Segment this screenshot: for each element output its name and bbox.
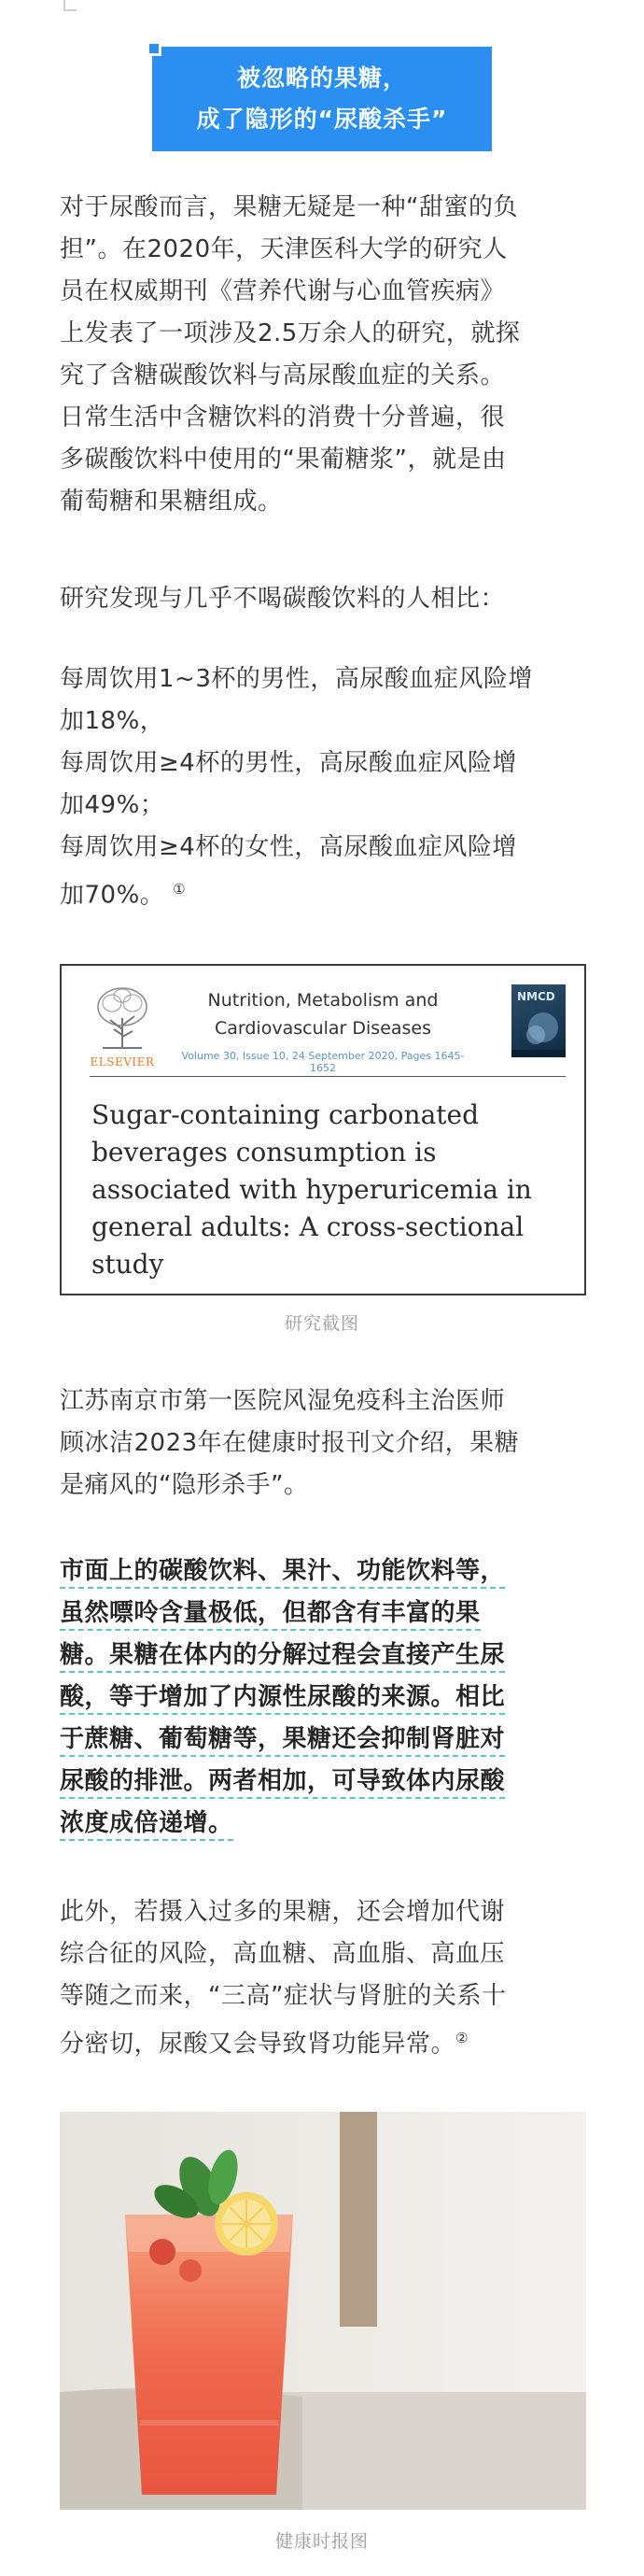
- section-heading: [152, 47, 492, 151]
- intro-line: 究了含糖碳酸饮料与高尿酸血症的关系。: [60, 361, 506, 389]
- header-divider: [90, 1076, 566, 1077]
- intro-line: 日常生活中含糖饮料的消费十分普遍，很: [60, 403, 506, 432]
- highlight-line: 市面上的碳酸饮料、果汁、功能饮料等，: [60, 1550, 588, 1592]
- intro-line: 担”。在2020年，天津医科大学的研究人: [60, 235, 508, 263]
- finding-lead: 研究发现与几乎不喝碳酸饮料的人相比：: [60, 585, 506, 613]
- iced-fruit-drink-image: [60, 2112, 586, 2510]
- elsevier-wordmark: ELSEVIER: [90, 1055, 155, 1069]
- finding-line: 每周饮用≥4杯的男性，高尿酸血症风险增: [60, 749, 517, 777]
- heading-line-1: 被忽略的果糖，: [236, 64, 407, 92]
- intro-paragraph: [60, 187, 588, 523]
- highlight-line: 于蔗糖、葡萄糖等，果糖还会抑制肾脏对: [60, 1719, 588, 1761]
- extra-line: 此外，若摄入过多的果糖，还会增加代谢: [60, 1898, 506, 1926]
- expert-line: 顾冰洁2023年在健康时报刊文介绍，果糖: [60, 1429, 520, 1457]
- intro-line: 上发表了一项涉及2.5万余人的研究，就探: [60, 319, 521, 347]
- highlight-paragraph: [60, 1550, 588, 1845]
- extra-line: 分密切，尿酸又会导致肾功能异常。②: [60, 2030, 469, 2059]
- drink-photo: [60, 2112, 586, 2510]
- extra-line: 等随之而来，“三高”症状与肾脏的关系十: [60, 1982, 507, 2010]
- highlight-line: 酸，等于增加了内源性尿酸的来源。相比: [60, 1677, 588, 1719]
- footnote-2: ②: [455, 2030, 469, 2046]
- heading-corner-decoration: [147, 41, 161, 56]
- paper-caption: 研究截图: [284, 1313, 359, 1334]
- top-corner-mark: [63, 0, 77, 11]
- paper-title: Sugar-containing carbonated beverages consumption is associated with hyperuricemia in general adults: A cross-sectional study: [91, 1099, 532, 1280]
- journal-cover-thumbnail: NMCD: [511, 984, 566, 1057]
- extra-paragraph: [60, 1891, 588, 2066]
- photo-caption: 健康时报图: [274, 2531, 369, 2552]
- finding-line: 每周饮用≥4杯的女性，高尿酸血症风险增: [60, 833, 517, 861]
- intro-line: 对于尿酸而言，果糖无疑是一种“甜蜜的负: [60, 193, 518, 221]
- journal-volume: Volume 30, Issue 10, 24 September 2020, Pages 1645-1652: [181, 1050, 465, 1074]
- expert-paragraph: [60, 1380, 588, 1507]
- expert-line: 江苏南京市第一医院风湿免疫科主治医师: [60, 1387, 506, 1415]
- intro-line: 员在权威期刊《营养代谢与心血管疾病》: [60, 277, 506, 305]
- findings-paragraph: [60, 658, 588, 917]
- finding-line: 加49%；: [60, 791, 165, 819]
- highlight-line: 浓度成倍递增。: [60, 1803, 588, 1845]
- finding-line: 加18%，: [60, 707, 165, 735]
- footnote-1: ①: [173, 881, 187, 898]
- paper-screenshot: [60, 964, 586, 1295]
- highlight-line: 虽然嘌呤含量极低，但都含有丰富的果: [60, 1592, 588, 1635]
- highlight-line: 尿酸的排泄。两者相加，可导致体内尿酸: [60, 1761, 588, 1803]
- journal-name: Nutrition, Metabolism and Cardiovascular Diseases: [207, 990, 439, 1039]
- highlight-line: 糖。果糖在体内的分解过程会直接产生尿: [60, 1635, 588, 1677]
- finding-line: 加70%。 ①: [60, 881, 187, 910]
- elsevier-tree-logo: [90, 983, 155, 1054]
- finding-line: 每周饮用1~3杯的男性，高尿酸血症风险增: [60, 665, 533, 693]
- cover-illustration: [511, 984, 566, 1057]
- intro-line: 多碳酸饮料中使用的“果葡糖浆”，就是由: [60, 446, 507, 474]
- intro-line: 葡萄糖和果糖组成。: [60, 488, 283, 516]
- heading-line-2: 成了隐形的“尿酸杀手”: [196, 106, 448, 133]
- expert-line: 是痛风的“隐形杀手”。: [60, 1471, 309, 1499]
- extra-line: 综合征的风险，高血糖、高血脂、高血压: [60, 1940, 506, 1968]
